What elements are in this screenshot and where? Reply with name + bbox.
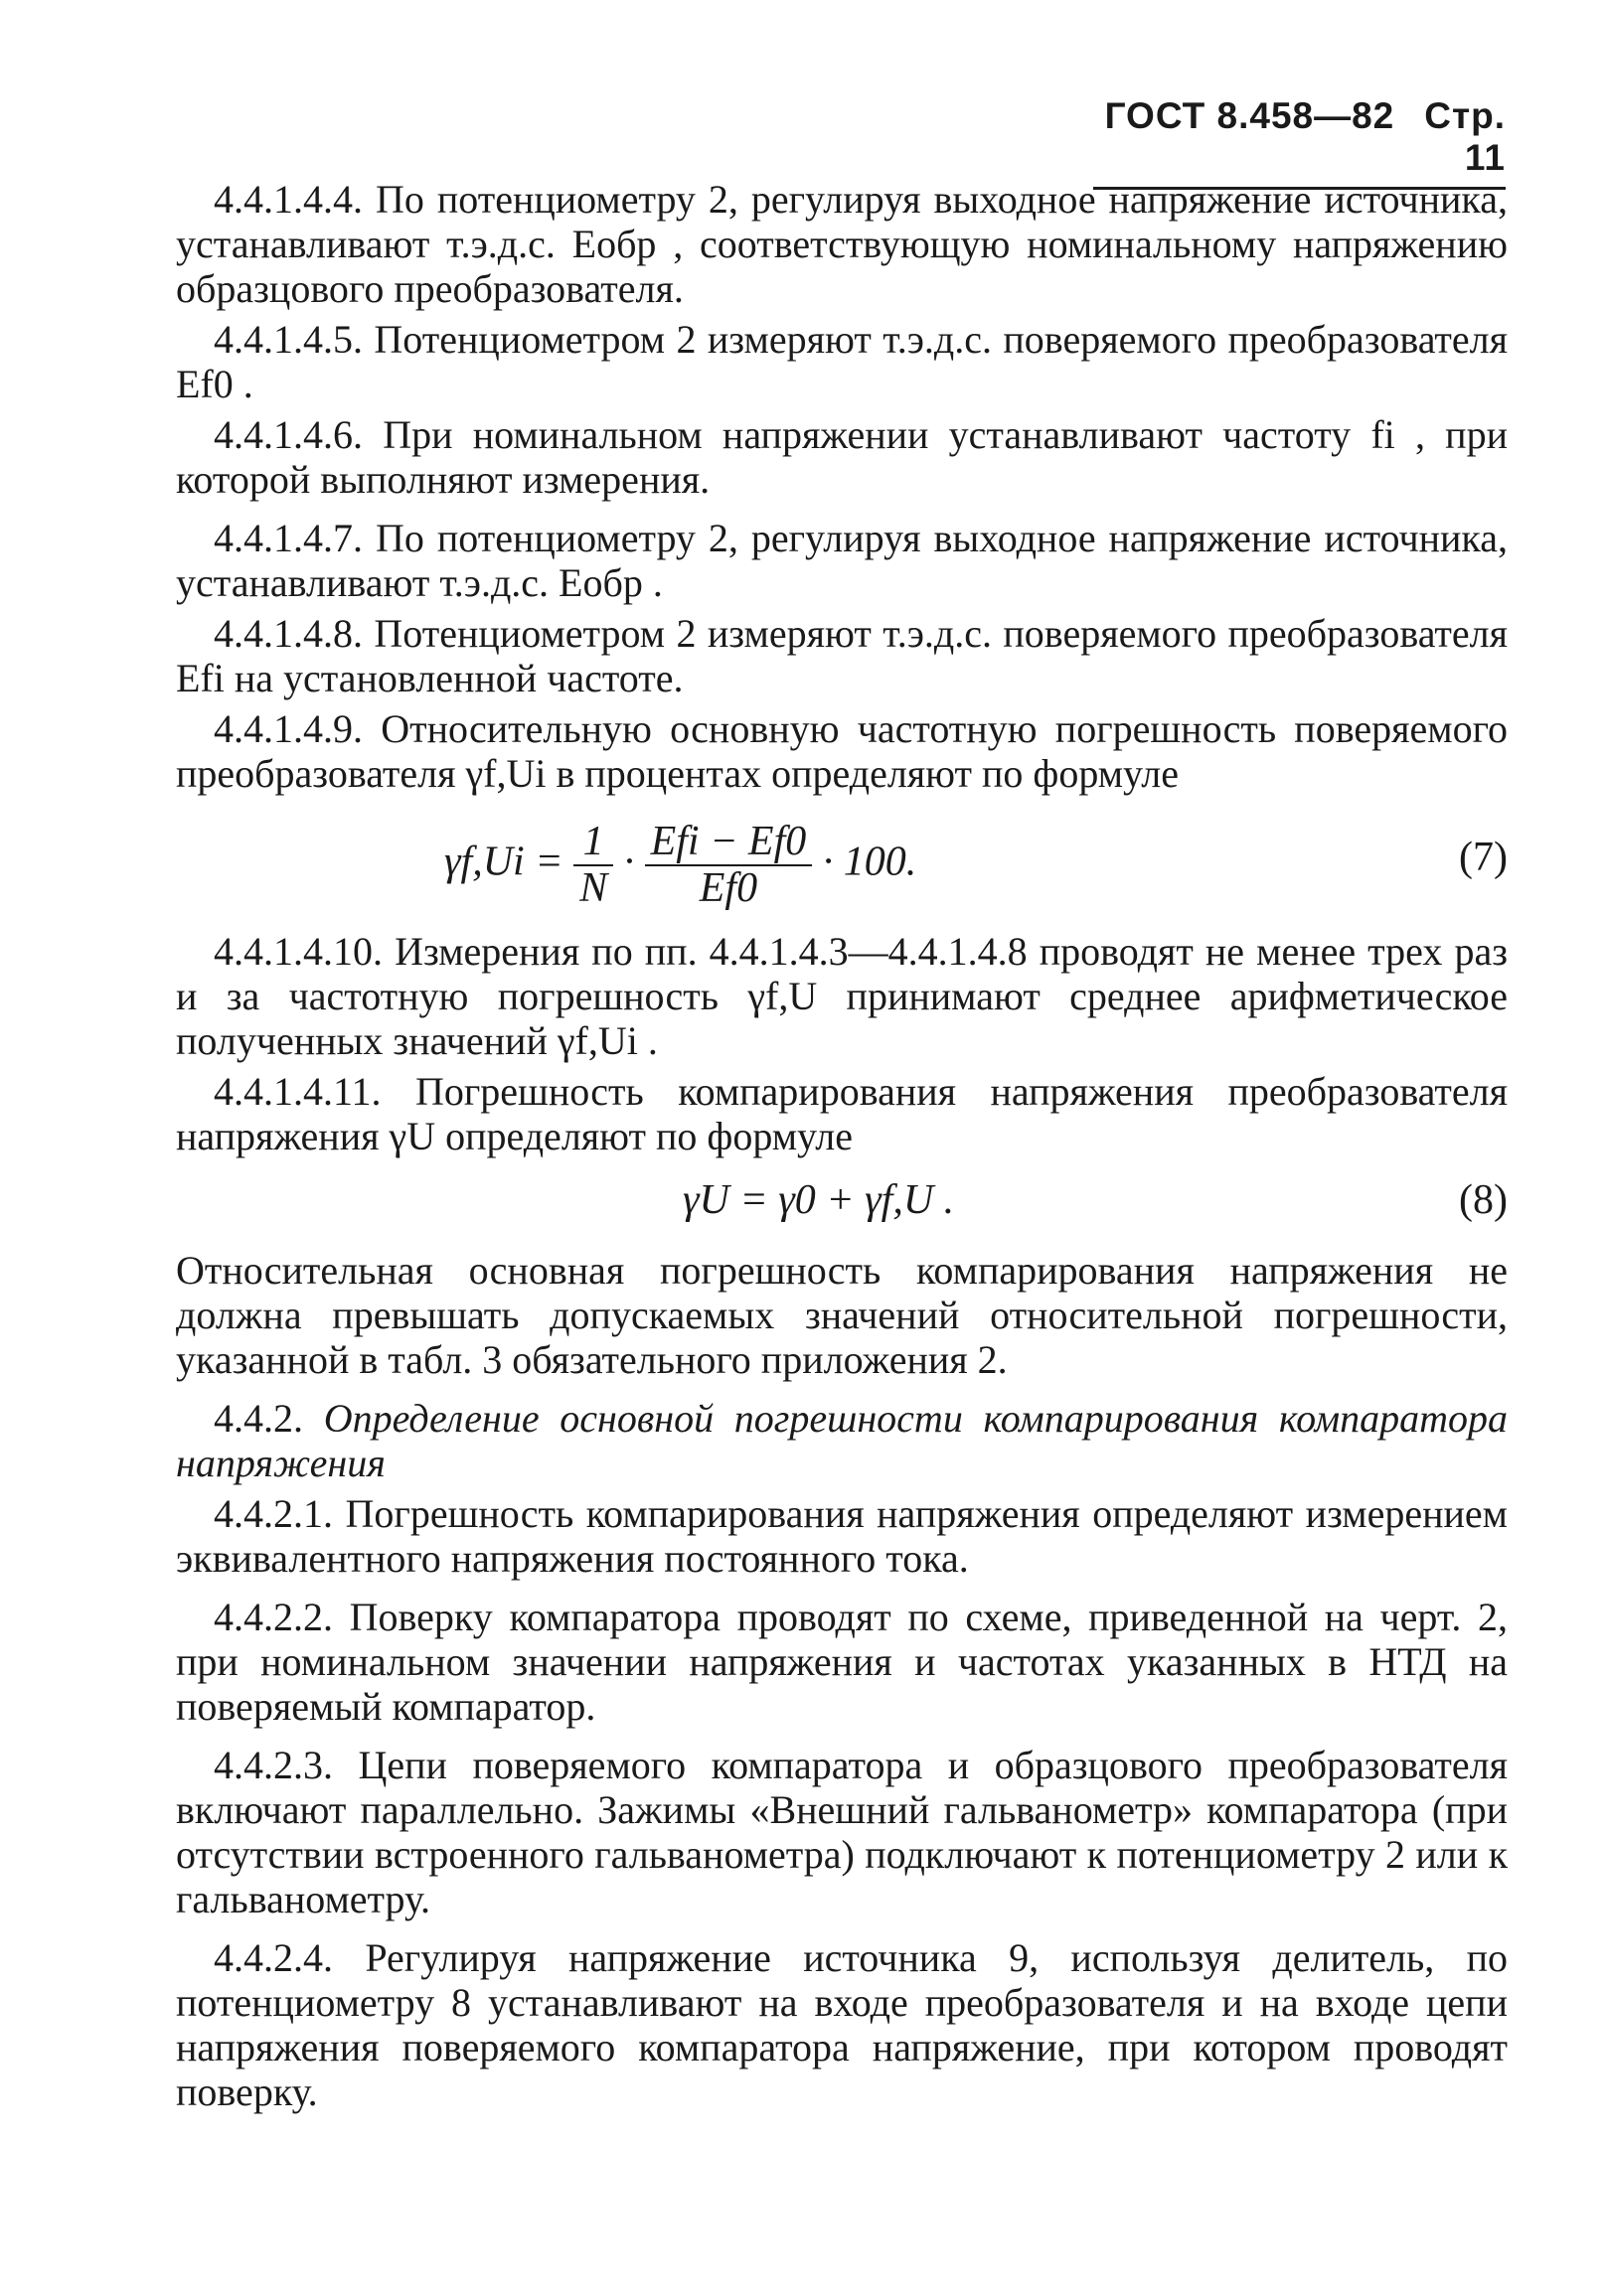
paragraph-4-4-1-4-8: 4.4.1.4.8. Потенциометром 2 измеряют т.э.д.с. поверяемого преобразователя Efi на установленной частоте. bbox=[176, 611, 1508, 700]
paragraph-4-4-1-4-11: 4.4.1.4.11. Погрешность компарирования напряжения преобразователя напряжения γU определяют по формуле bbox=[176, 1069, 1508, 1158]
section-4-4-2-number: 4.4.2. bbox=[214, 1396, 303, 1441]
paragraph-4-4-1-4-7: 4.4.1.4.7. По потенциометру 2, регулируя выходное напряжение источника, устанавливают т.э.д.с. Eобр . bbox=[176, 516, 1508, 605]
paragraph-4-4-2-1: 4.4.2.1. Погрешность компарирования напряжения определяют измерением эквивалентного напряжения постоянного тока. bbox=[176, 1491, 1508, 1581]
formula-7-frac-den: Ef0 bbox=[699, 865, 758, 911]
formula-8 bbox=[176, 1164, 1508, 1240]
formula-7-coefficient bbox=[573, 820, 613, 911]
paragraph-4-4-2-4: 4.4.2.4. Регулируя напряжение источника 9, используя делитель, по потенциометру 8 устанавливают на входе преобразователя и на входе цепи напряжения поверяемого компаратора напряжение, при котором проводят поверку. bbox=[176, 1935, 1508, 2114]
paragraph-4-4-1-4-5: 4.4.1.4.5. Потенциометром 2 измеряют т.э.д.с. поверяемого преобразователя Ef0 . bbox=[176, 317, 1508, 406]
page-header bbox=[1093, 95, 1506, 190]
formula-7 bbox=[176, 802, 1508, 921]
paragraph-4-4-1-4-6: 4.4.1.4.6. При номинальном напряжении устанавливают частоту fi , при которой выполняют измерения. bbox=[176, 412, 1508, 502]
formula-7-coef-den: N bbox=[579, 865, 608, 911]
document-body bbox=[176, 177, 1508, 2120]
formula-7-lhs: γf,Ui = bbox=[444, 839, 563, 885]
paragraph-4-4-1-4-9: 4.4.1.4.9. Относительную основную частотную погрешность поверяемого преобразователя γf,Ui в процентах определяют по формуле bbox=[176, 706, 1508, 796]
section-4-4-2-title: Определение основной погрешности компарирования компаратора напряжения bbox=[176, 1396, 1508, 1485]
formula-7-number: (7) bbox=[1459, 835, 1508, 880]
formula-8-expression: γU = γ0 + γf,U . bbox=[683, 1177, 955, 1223]
paragraph-4-4-2-2: 4.4.2.2. Поверку компаратора проводят по схеме, приведенной на черт. 2, при номинальном значении напряжения и частотах указанных в НТД на поверяемый компаратор. bbox=[176, 1595, 1508, 1729]
formula-7-coef-num: 1 bbox=[573, 820, 613, 866]
standard-number: ГОСТ 8.458—82 bbox=[1104, 95, 1395, 136]
paragraph-4-4-1-4-4: 4.4.1.4.4. По потенциометру 2, регулируя выходное напряжение источника, устанавливают т.э.д.с. Eобр , соответствующую номинальному напряжению образцового преобразователя. bbox=[176, 177, 1508, 311]
page-number: Стр. 11 bbox=[1424, 95, 1506, 178]
formula-7-expression: γf,Ui = $\frac{1}{N}$ · $\frac{\text{Efi − Ef0}}{Ef0}$ · 100. bbox=[444, 819, 917, 911]
paragraph-4-4-1-4-10: 4.4.1.4.10. Измерения по пп. 4.4.1.4.3—4.4.1.4.8 проводят не менее трех раз и за частотную погрешность γf,U принимают среднее арифметическое полученных значений γf,Ui . bbox=[176, 929, 1508, 1063]
formula-7-fraction bbox=[645, 820, 813, 911]
formula-7-tail: · 100. bbox=[822, 839, 917, 885]
formula-7-frac-num: Efi − Ef0 bbox=[645, 820, 813, 866]
section-4-4-2-heading bbox=[176, 1396, 1508, 1485]
paragraph-relative-error-note: Относительная основная погрешность компарирования напряжения не должна превышать допускаемых значений относительной погрешности, указанной в табл. 3 обязательного приложения 2. bbox=[176, 1248, 1508, 1382]
paragraph-4-4-2-3: 4.4.2.3. Цепи поверяемого компаратора и образцового преобразователя включают параллельно. Зажимы «Внешний гальванометр» компаратора (при отсутствии встроенного гальванометра) подключают к потенциометру 2 или к гальванометру. bbox=[176, 1743, 1508, 1921]
formula-8-number: (8) bbox=[1459, 1177, 1508, 1223]
